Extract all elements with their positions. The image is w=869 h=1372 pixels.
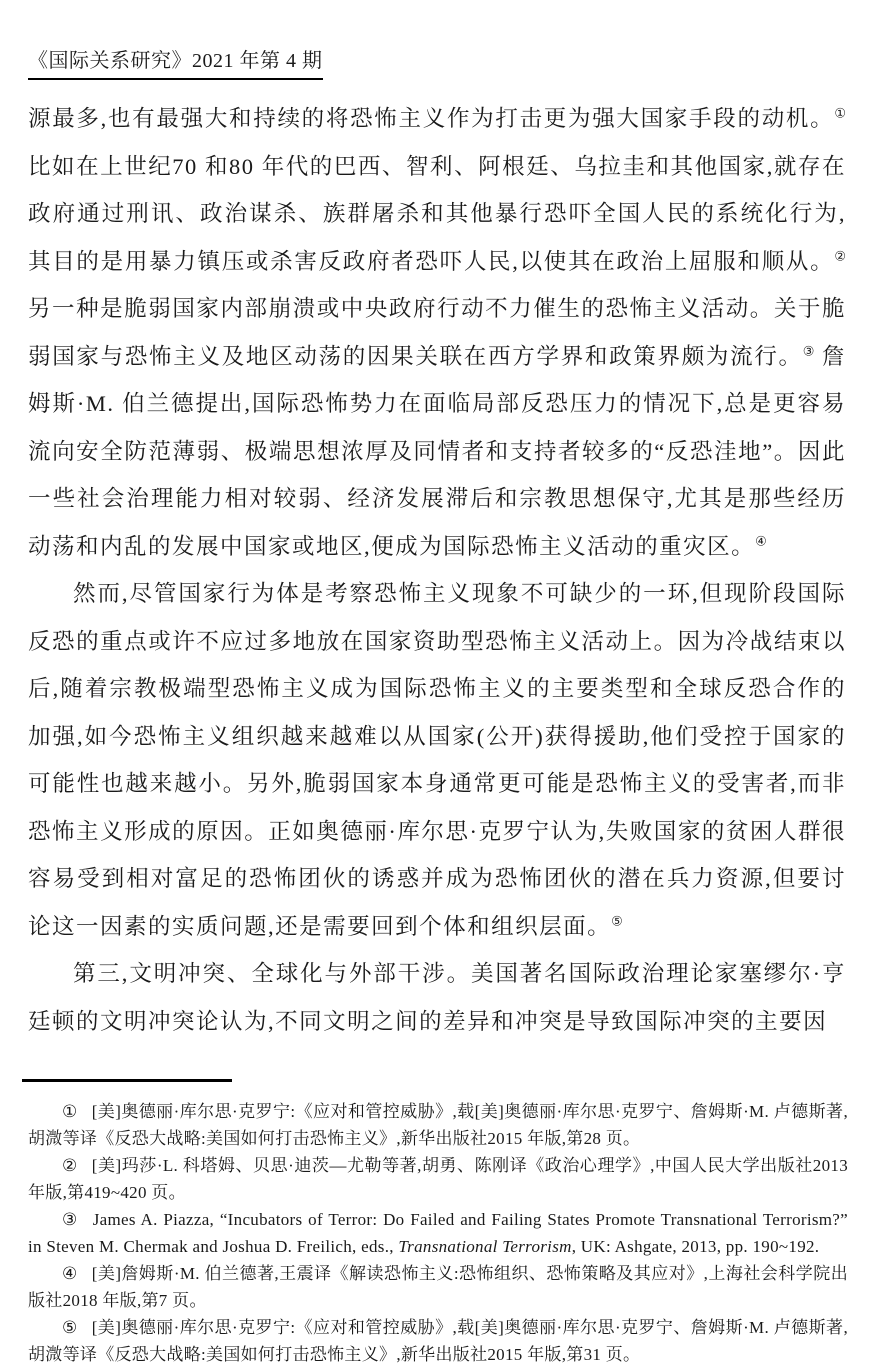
footnote-marker: ⑤ <box>62 1318 78 1337</box>
text-run: 詹姆斯·M. 伯兰德提出,国际恐怖势力在面临局部反恐压力的情况下,总是更容易流向安全防范薄弱、极端思想浓厚及同情者和支持者较多的“反恐洼地”。因此一些社会治理能力相对较弱、经济发展滞后和宗教思想保守,尤其是那些经历动荡和内乱的发展中国家或地区,便成为国际恐怖主义活动的重灾区。 <box>28 343 846 559</box>
text-run: Transnational Terrorism <box>398 1237 572 1256</box>
footnote-marker: ① <box>62 1102 78 1121</box>
footnote-ref: ④ <box>755 533 767 548</box>
footnotes-list <box>28 1098 848 1368</box>
footnote-marker: ② <box>62 1156 78 1175</box>
footnote <box>28 1260 848 1314</box>
footnote-ref: ③ <box>802 343 815 358</box>
text-run: [美]奥德丽·库尔思·克罗宁:《应对和管控威胁》,载[美]奥德丽·库尔思·克罗宁、詹姆斯·M. 卢德斯著,胡溦等译《反恐大战略:美国如何打击恐怖主义》,新华出版社2015 年版,第28 页。 <box>28 1102 849 1148</box>
paragraph <box>28 95 846 570</box>
text-run: , UK: Ashgate, 2013, pp. 190~192. <box>571 1237 820 1256</box>
text-run: [美]詹姆斯·M. 伯兰德著,王震译《解读恐怖主义:恐怖组织、恐怖策略及其应对》,上海社会科学院出版社2018 年版,第7 页。 <box>28 1264 848 1310</box>
text-run: James A. Piazza, “Incubators of Terror: Do Failed and Failing States Promote Transnational Terrorism?” in Steven M. Chermak and Joshua D. Freilich, eds., <box>28 1210 848 1256</box>
text-run: 源最多,也有最强大和持续的将恐怖主义作为打击更为强大国家手段的动机。 <box>28 106 835 131</box>
footnote <box>28 1314 848 1368</box>
text-run: [美]奥德丽·库尔思·克罗宁:《应对和管控威胁》,载[美]奥德丽·库尔思·克罗宁、詹姆斯·M. 卢德斯著,胡溦等译《反恐大战略:美国如何打击恐怖主义》,新华出版社2015 年版,第31 页。 <box>28 1318 849 1364</box>
footnote-marker: ④ <box>62 1264 78 1283</box>
paragraph <box>28 570 846 950</box>
text-run: 比如在上世纪70 和80 年代的巴西、智利、阿根廷、乌拉圭和其他国家,就存在政府通过刑讯、政治谋杀、族群屠杀和其他暴行恐吓全国人民的系统化行为,其目的是用暴力镇压或杀害反政府者恐吓人民,以使其在政治上屈服和顺从。 <box>28 153 846 274</box>
text-run: 另一种是脆弱国家内部崩溃或中央政府行动不力催生的恐怖主义活动。关于脆弱国家与恐怖主义及地区动荡的因果关联在西方学界和政策界颇为流行。 <box>28 296 846 369</box>
text-run: 第三,文明冲突、全球化与外部干涉。美国著名国际政治理论家塞缪尔·亨廷顿的文明冲突论认为,不同文明之间的差异和冲突是导致国际冲突的主要因 <box>28 961 846 1034</box>
footnote-marker: ③ <box>62 1210 79 1229</box>
body-text <box>28 95 846 1045</box>
text-run: [美]玛莎·L. 科塔姆、贝思·迪茨—尤勒等著,胡勇、陈刚译《政治心理学》,中国人民大学出版社2013 年版,第419~420 页。 <box>28 1156 849 1202</box>
paragraph <box>28 950 846 1045</box>
footnote <box>28 1152 848 1206</box>
footnote <box>28 1206 848 1260</box>
footnote-ref: ① <box>834 105 846 121</box>
text-run: 然而,尽管国家行为体是考察恐怖主义现象不可缺少的一环,但现阶段国际反恐的重点或许不应过多地放在国家资助型恐怖主义活动上。因为冷战结束以后,随着宗教极端型恐怖主义成为国际恐怖主义的主要类型和全球反恐合作的加强,如今恐怖主义组织越来越难以从国家(公开)获得援助,他们受控于国家的可能性也越来越小。另外,脆弱国家本身通常更可能是恐怖主义的受害者,而非恐怖主义形成的原因。正如奥德丽·库尔思·克罗宁认为,失败国家的贫困人群很容易受到相对富足的恐怖团伙的诱惑并成为恐怖团伙的潜在兵力资源,但要讨论这一因素的实质问题,还是需要回到个体和组织层面。 <box>28 581 846 939</box>
footnote <box>28 1098 848 1152</box>
footnote-divider <box>22 1079 232 1082</box>
page-header <box>28 44 323 80</box>
footnote-ref: ⑤ <box>611 913 623 928</box>
journal-issue-title: 《国际关系研究》2021 年第 4 期 <box>28 44 323 80</box>
footnote-ref: ② <box>834 248 846 263</box>
